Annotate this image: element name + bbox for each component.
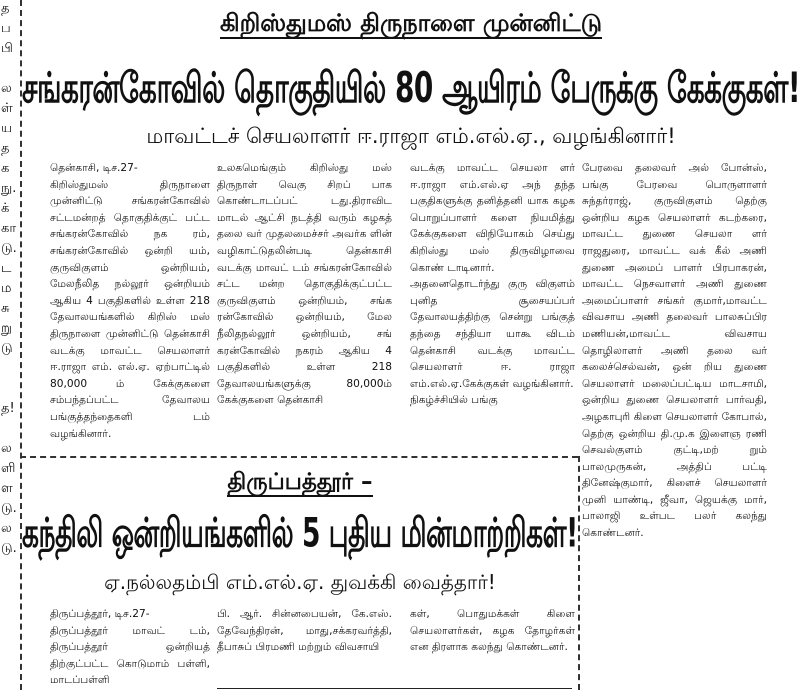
gutter-fragment: கா	[1, 221, 17, 236]
story2-deck: ஏ.நல்லதம்பி எம்.எல்.ஏ. துவக்கி வைத்தார்!	[104, 570, 496, 594]
article-text: கள், பொதுமக்கள் கிளை செயலாளர்கள், கழக தோழர்கள் என திரளாக கலந்து கொண்டனர்.	[410, 608, 575, 654]
gutter-fragment: ளி	[1, 461, 16, 476]
story2-column-1	[50, 606, 210, 690]
story1-column-1	[50, 160, 210, 450]
story-divider-dashed	[20, 456, 578, 458]
story-divider-dashed-vertical	[578, 456, 580, 690]
gutter-fragment: ள	[1, 481, 13, 496]
story2-column-2	[217, 606, 392, 690]
story1-kicker: கிறிஸ்துமஸ் திருநாளை முன்னிட்டு	[219, 9, 603, 37]
gutter-fragment: ல	[1, 441, 12, 456]
article-text: வடக்கு மாவட்ட செயலா ளர் ஈ.ராஜா எம்.எல்.ஏ அந் தந்த பகுதிகளுக்கு தனித்தனி யாக கழக பொறுப்பாளர் களை நியமித்து கேக்குகளை விநியோகம் செய்து கிறிஸ்து மஸ் திருவிழாவை கொண் டாடினார். அதனைதொடர்ந்து குரு விகுளம் புனித சூசையப்பர் தேவாலயத்திற்கு சென்று பங்குத் தந்தை சந்தியா யாகூ விடம் தென்காசி வடக்கு மாவட்ட செயலாளர் ஈ. ராஜா எம்.எல்.ஏ.கேக்குகள் வழங்கினார். நிகழ்ச்சியில் பங்கு	[410, 162, 575, 407]
gutter-fragment: பி	[1, 41, 13, 56]
article-text: பி. ஆர். சின்னபையன், கே.எஸ். தேவேந்திரன், மாது,சக்கரவர்த்தி, தீபாசுப் பிரமணி மற்றும் விவசாயி	[217, 608, 392, 654]
article-text: திருப்பத்தூர், டிச.27- திருப்பத்தூர் மாவட் டம், திருப்பத்தூர் ஒன்றியத் திற்குட்பட்ட கொடுமாம் பள்ளி, மாடப்பள்ளி	[50, 608, 210, 687]
gutter-fragment: க	[1, 161, 10, 176]
gutter-fragment: ள்	[1, 101, 13, 116]
gutter-fragment: ட	[1, 261, 12, 276]
article-text: பேரவை தலைவர் அல் போன்ஸ், பங்கு பேரவை பொருளாளர் சுந்தர்ராஜ், குருவிகுளம் தெற்கு ஒன்றிய கழக செயலாளர் கடற்கரை, மாவட்ட துணை செயலா ளர் ராஜதுரை, மாவட்ட வக் கீல் அணி துணை அமைப் பாளர் பிரபாகரன், மாவட்ட நெசவாளர் அணி துணை அமைப்பாளர் சங்கர் குமார்,மாவட்ட விவசாய அணி தலைவர் பாலசுப்பிர மணியன்,மாவட்ட விவசாய தொழிலாளர் அணி தலை வர் கலைச்செல்வன், ஒன் றிய துணை செயலாளர் மலைப்பட்டிய மாடசாமி, ஒன்றிய துணை செயலாளர் பார்வதி, அழகாபுரி கிளை செயலாளர் கோபால், தெற்கு ஒன்றிய தி.மு.க இளைஞ ரணி செவல்குளம் குட்டி,மற் றும் பாலமுருகன், அத்திப் பட்டி தினேஷ்குமார், கிளைச் செயலாளர் முனி யாண்டி, ஜீவா, ஜெயக்கு மார், பாலாஜி உள்பட பலர் கலந்து கொண்டனர்.	[582, 162, 767, 540]
gutter-fragment: டு	[1, 341, 13, 356]
story1-column-2	[217, 160, 392, 450]
gutter-fragment: த	[1, 141, 10, 156]
gutter-fragment	[0, 60, 14, 80]
gutter-fragment: சு	[1, 301, 10, 316]
story2-column-3	[410, 606, 575, 690]
gutter-fragment: று	[1, 321, 12, 336]
article-text: உலகமெங்கும் கிறிஸ்து மஸ் திருநாள் வெகு சிறப் பாக கொண்டாடப்பட் டது.திராவிட மாடல் ஆட்சி நடத்தி வரும் கழகத் தலை வர் முதலமைச்சர் அவர்க ளின் வழிகாட்டுதலின்படி தென்காசி வடக்கு மாவட் டம் சங்கரன்கோவில் சட்ட மன்ற தொகுதிக்குட்பட்ட குருவிகுளம் ஒன்றியம், சங்க ரன்கோவில் ஒன்றியம், மேல நீலிதநல்லூர் ஒன்றியம், சங் கரன்கோவில் நகரம் ஆகிய 4 பகுதிகளில் உள்ள 218 தேவாலயங்களுக்கு 80,000ம் கேக்குகளை தென்காசி	[217, 162, 392, 407]
gutter-fragment: ம	[1, 281, 12, 296]
article-text: தென்காசி, டிச.27- கிறிஸ்துமஸ் திருநாளை முன்னிட்டு சங்கரன்கோவில் சட்டமன்றத் தொகுதிக்குட் பட்ட சங்கரன்கோவில் நக ரம், சங்கரன்கோவில் ஒன்றி யம், குருவிகுளம் ஒன்றியம், மேலநீலித நல்லூர் ஒன்றியம் ஆகிய 4 பகுதிகளில் உள்ள 218 தேவாலயங்களில் கிறிஸ் மஸ் திருநாளை முன்னிட்டு தென்காசி வடக்கு மாவட்ட செயலாளர் ஈ.ராஜா எம். எல்.ஏ. ஏற்பாட்டில் 80,000 ம் கேக்குகளை சம்பந்தப்பட்ட தேவாலய பங்குத்தந்தைகளி டம் வழங்கினார்.	[50, 162, 210, 440]
story1-headline: சங்கரன்கோவில் தொகுதியில் 80 ஆயிரம் பேருக்கு கேக்குகள்!	[22, 64, 800, 113]
adjacent-article-edge	[0, 0, 17, 690]
gutter-fragment	[0, 360, 14, 380]
gutter-fragment: த	[1, 1, 10, 16]
story2-kicker: திருப்பத்தூர் –	[227, 469, 373, 495]
gutter-fragment: ல	[1, 521, 12, 536]
gutter-fragment: டு.	[1, 241, 17, 256]
gutter-fragment: நு.	[1, 181, 17, 196]
bottom-rule	[217, 688, 572, 689]
story1-deck: மாவட்டச் செயலாளர் ஈ.ராஜா எம்.எல்.ஏ., வழங்கினார்!	[146, 124, 676, 148]
gutter-fragment: த!	[1, 401, 15, 416]
gutter-fragment: டு.	[1, 501, 17, 516]
story1-column-3	[410, 160, 575, 450]
gutter-fragment: ப	[1, 21, 11, 36]
gutter-fragment: ல	[1, 81, 12, 96]
story2-headline: கந்திலி ஒன்றியங்களில் 5 புதிய மின்மாற்றிகள்!	[22, 510, 578, 558]
gutter-fragment: ய	[1, 121, 13, 136]
gutter-fragment	[0, 420, 14, 440]
story1-column-4	[582, 160, 767, 680]
gutter-fragment	[0, 380, 14, 400]
gutter-fragment: டு.	[1, 541, 17, 556]
gutter-fragment: க்	[1, 201, 10, 216]
